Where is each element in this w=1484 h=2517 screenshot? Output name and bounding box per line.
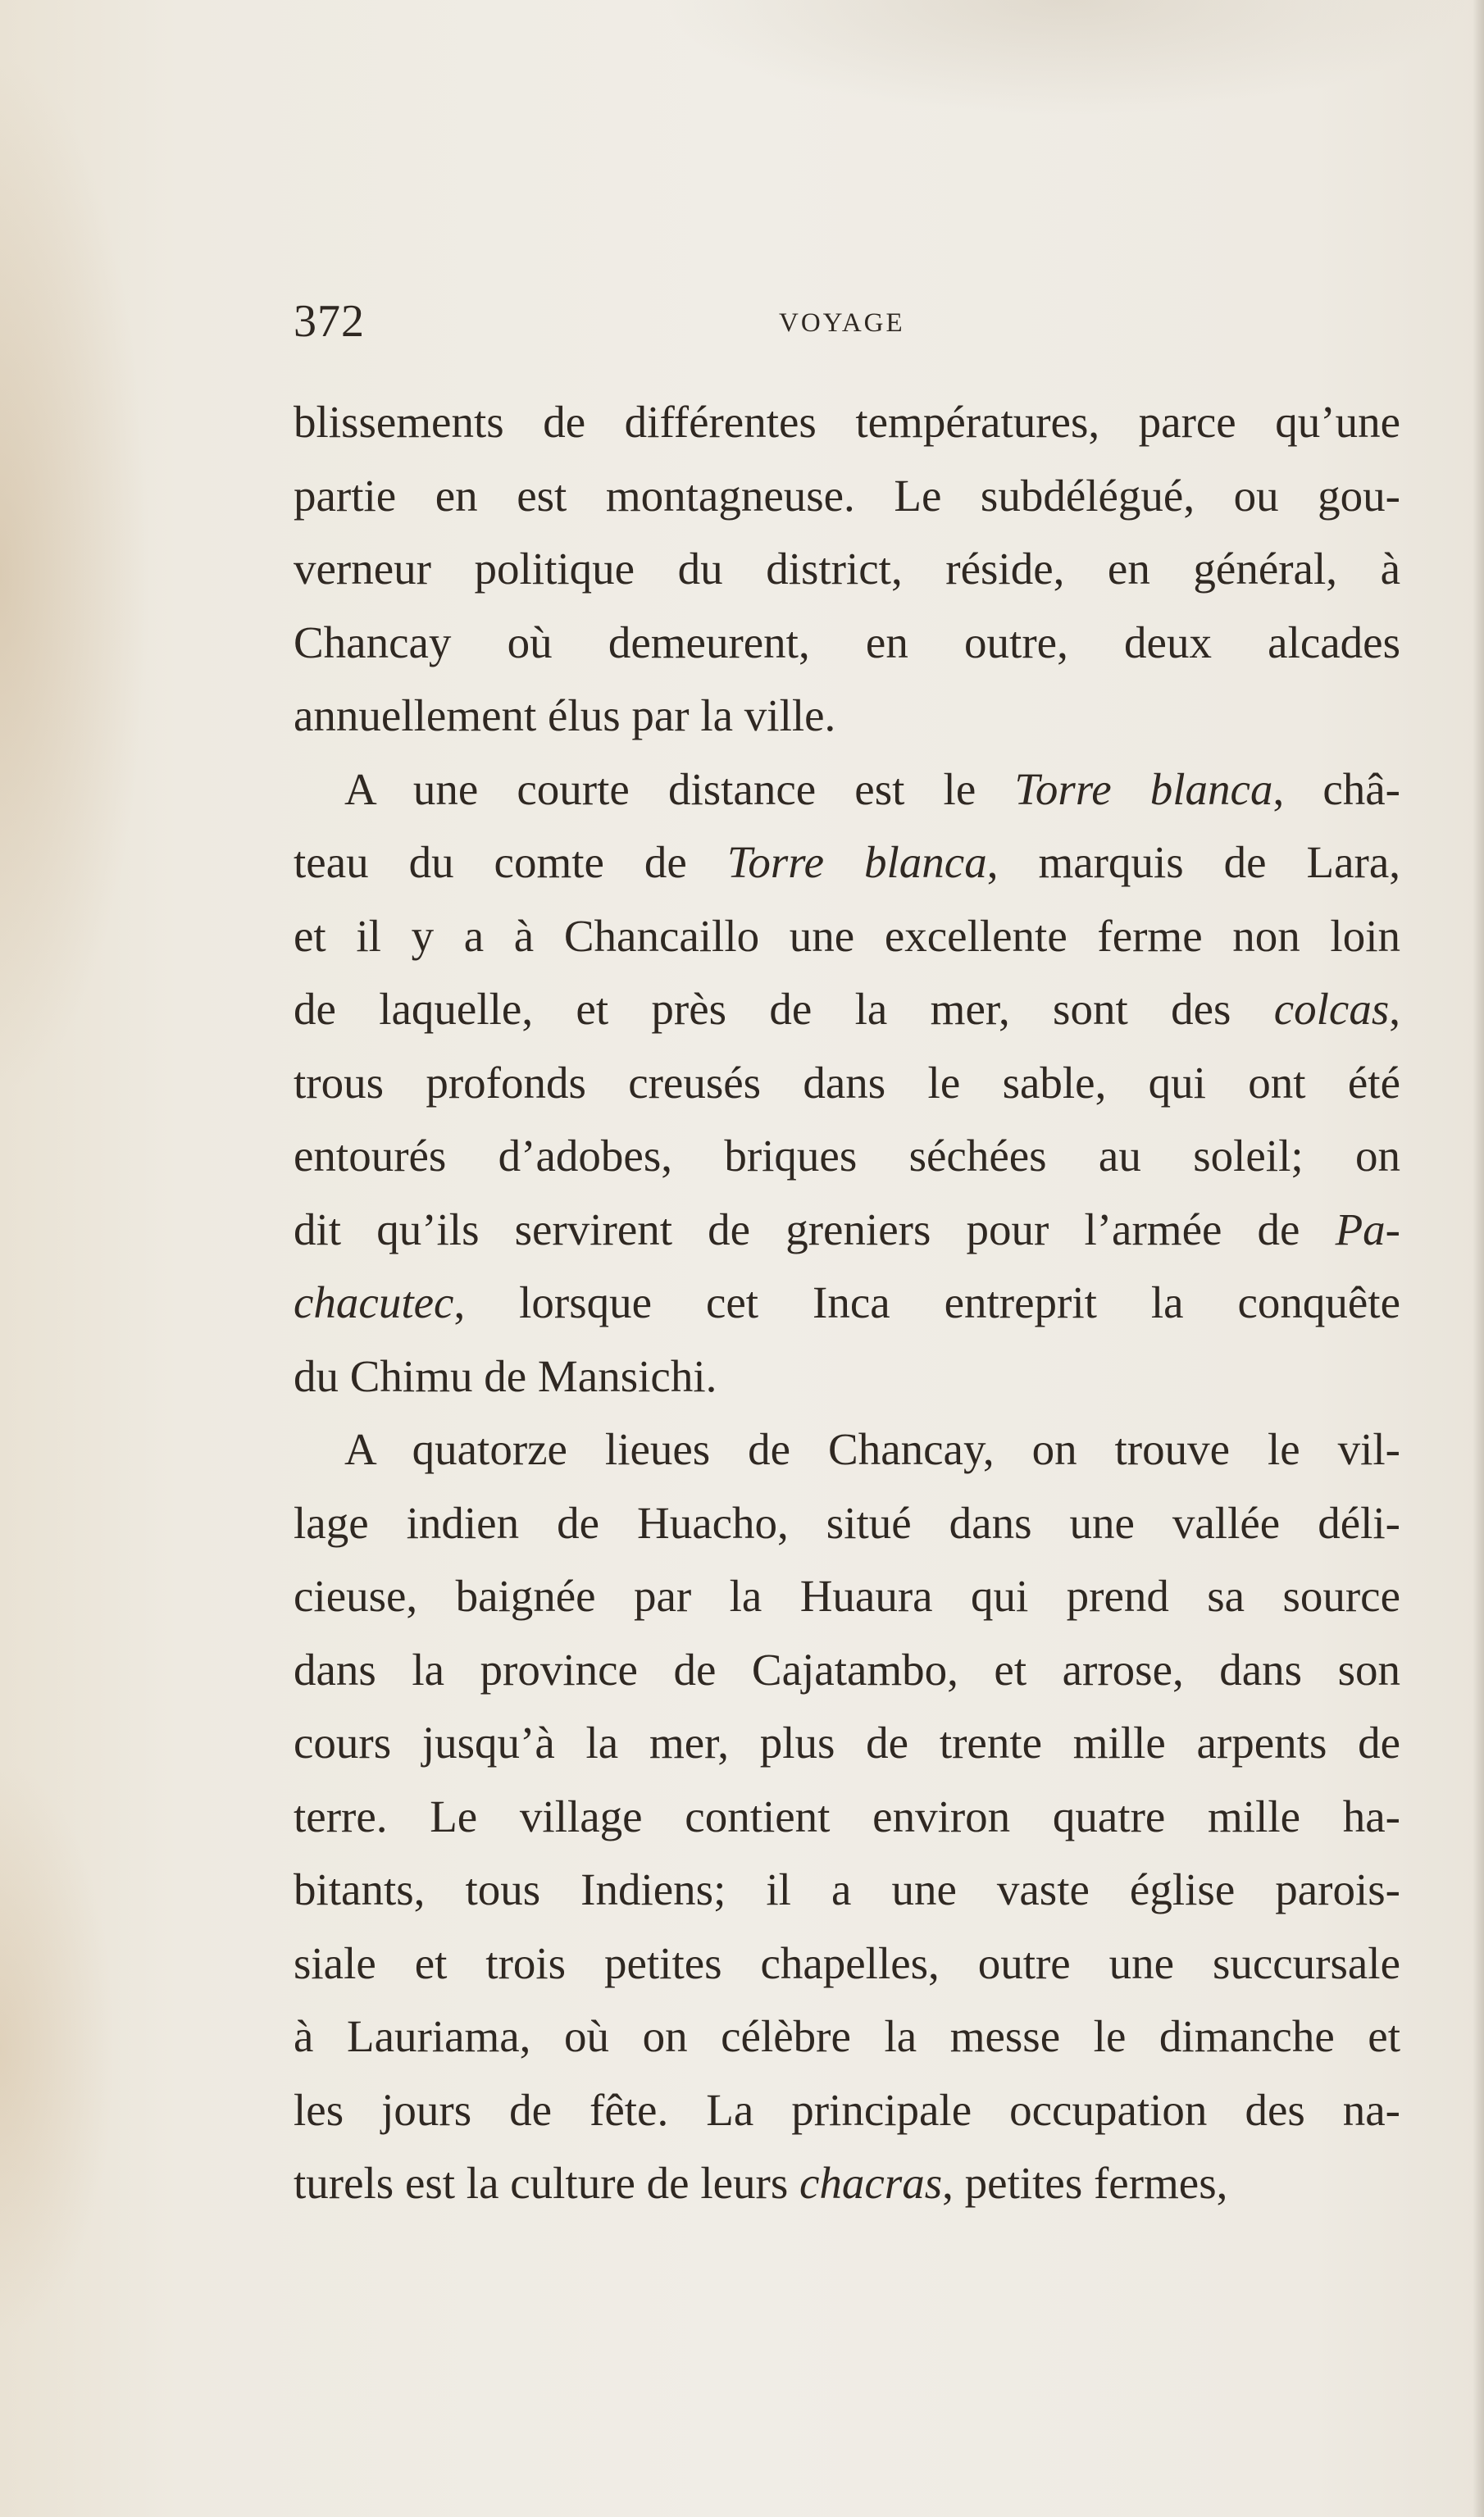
- text-segment: cours jusqu’à la mer, plus de trente mille arpents de: [294, 1718, 1400, 1768]
- body-text: [294, 385, 1400, 2220]
- running-title: VOYAGE: [779, 308, 905, 338]
- text-line: [294, 2000, 1400, 2073]
- page-edge-shadow: [1473, 0, 1484, 2517]
- text-line: [294, 1119, 1400, 1193]
- text-segment: verneur politique du district, réside, en général, à: [294, 544, 1400, 594]
- text-line: [294, 753, 1400, 826]
- text-segment: siale et trois petites chapelles, outre une succursale: [294, 1937, 1400, 1988]
- italic-term: colcas: [1273, 984, 1390, 1034]
- italic-term: Pa-: [1335, 1204, 1400, 1254]
- text-line: [294, 826, 1400, 899]
- text-line: [294, 532, 1400, 606]
- italic-term: chacras: [799, 2158, 943, 2208]
- text-line: [294, 1046, 1400, 1120]
- text-segment: entourés d’adobes, briques séchées au soleil; on: [294, 1131, 1400, 1181]
- text-segment: terre. Le village contient environ quatre mille ha-: [294, 1791, 1400, 1841]
- text-segment: annuellement élus par la ville.: [294, 690, 836, 740]
- text-segment: lage indien de Huacho, situé dans une vallée déli-: [294, 1497, 1400, 1548]
- text-segment: de laquelle, et près de la mer, sont des: [294, 984, 1274, 1034]
- text-line: [294, 1853, 1400, 1927]
- text-segment: et il y a à Chancaillo une excellente ferme non loin: [294, 910, 1400, 961]
- text-segment: , lorsque cet Inca entreprit la conquête: [453, 1277, 1400, 1327]
- text-segment: A quatorze lieues de Chancay, on trouve le vil-: [344, 1424, 1400, 1474]
- text-line: [294, 1413, 1400, 1486]
- page-number: 372: [294, 296, 365, 347]
- running-head: [294, 297, 1400, 346]
- text-segment: du Chimu de Mansichi.: [294, 1350, 717, 1401]
- text-segment: , petites fermes,: [942, 2158, 1228, 2208]
- text-segment: cieuse, baignée par la Huaura qui prend sa source: [294, 1571, 1400, 1621]
- text-segment: ,: [1389, 984, 1400, 1034]
- italic-term: Torre blanca: [1014, 763, 1273, 814]
- text-line: [294, 1706, 1400, 1780]
- text-segment: , marquis de Lara,: [986, 837, 1400, 887]
- text-segment: à Lauriama, où on célèbre la messe le dimanche et: [294, 2011, 1400, 2061]
- text-segment: A une courte distance est le: [344, 763, 1015, 814]
- text-segment: Chancay où demeurent, en outre, deux alcades: [294, 617, 1400, 667]
- text-line: [294, 1193, 1400, 1267]
- text-line: [294, 1486, 1400, 1560]
- paragraph: [294, 1413, 1400, 2220]
- paragraph: [294, 385, 1400, 753]
- text-line: [294, 1266, 1400, 1340]
- text-line: [294, 972, 1400, 1046]
- text-segment: , châ-: [1272, 763, 1400, 814]
- italic-term: Torre blanca: [726, 837, 987, 887]
- text-line: [294, 2146, 1400, 2220]
- text-line: [294, 1927, 1400, 2000]
- text-segment: teau du comte de: [294, 837, 727, 887]
- text-segment: bitants, tous Indiens; il a une vaste église parois-: [294, 1864, 1400, 1914]
- text-segment: dans la province de Cajatambo, et arrose, dans son: [294, 1644, 1400, 1695]
- text-line: [294, 899, 1400, 973]
- text-line: [294, 1633, 1400, 1707]
- italic-term: chacutec: [294, 1277, 454, 1327]
- text-line: [294, 1340, 1400, 1413]
- text-line: [294, 1780, 1400, 1854]
- text-segment: dit qu’ils servirent de greniers pour l’armée de: [294, 1204, 1336, 1254]
- text-segment: blissements de différentes températures, parce qu’une: [294, 397, 1400, 447]
- text-line: [294, 385, 1400, 459]
- text-segment: trous profonds creusés dans le sable, qui ont été: [294, 1057, 1400, 1108]
- text-line: [294, 1559, 1400, 1633]
- text-line: [294, 606, 1400, 680]
- text-segment: les jours de fête. La principale occupation des na-: [294, 2084, 1400, 2135]
- text-segment: partie en est montagneuse. Le subdélégué, ou gou-: [294, 470, 1400, 521]
- text-line: [294, 459, 1400, 533]
- text-line: [294, 679, 1400, 753]
- text-line: [294, 2073, 1400, 2147]
- text-segment: turels est la culture de leurs: [294, 2158, 800, 2208]
- paragraph: [294, 753, 1400, 1413]
